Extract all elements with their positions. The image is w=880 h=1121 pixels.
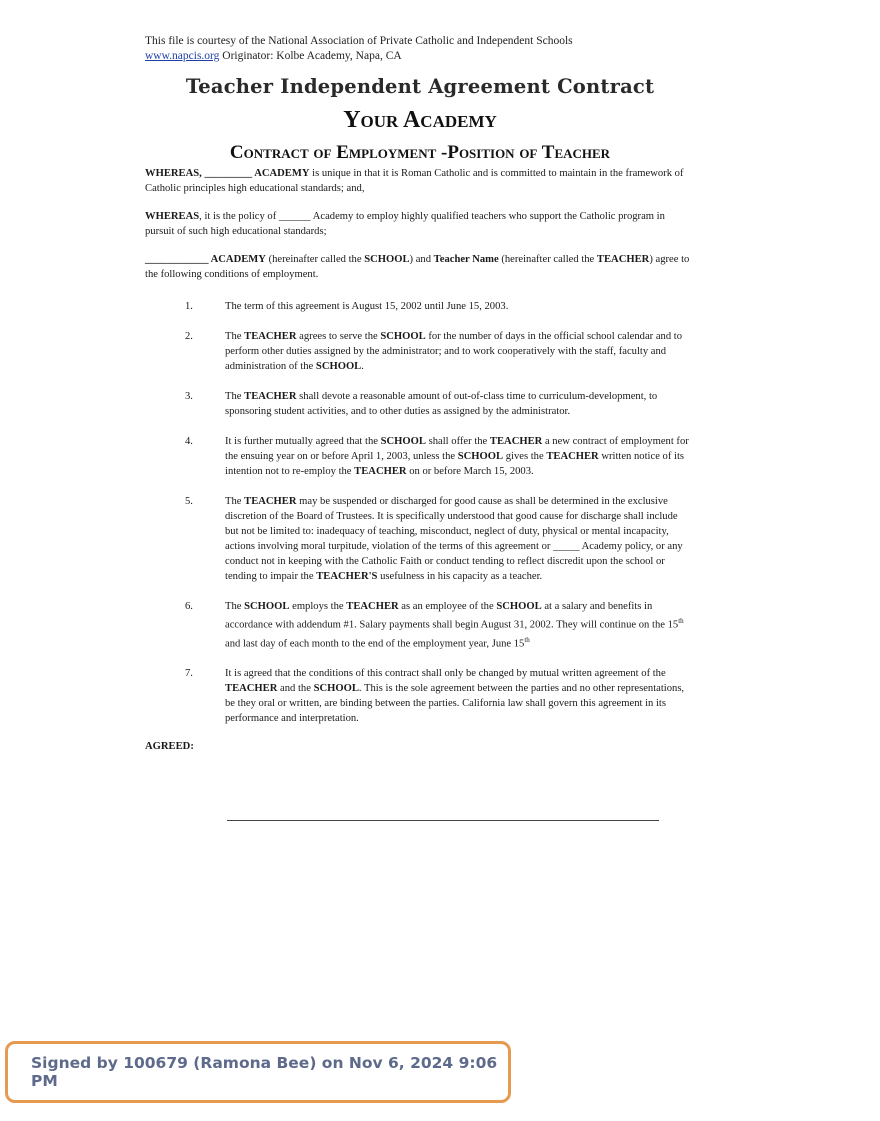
parties-text-d: ) and	[409, 254, 434, 265]
t: a new contract of employment for the ensuing year on or before April 1, 2003, unless the	[225, 436, 689, 462]
signature-line	[227, 820, 659, 821]
b: TEACHER	[244, 331, 297, 342]
contract-title: Contract of Employment -Position of Teacher	[229, 142, 611, 163]
t: at a salary and benefits in accordance with addendum #1. Salary payments shall begin August 31, 2002. They will continue on the 15	[225, 601, 679, 631]
item-text	[225, 389, 695, 419]
b: TEACHER	[244, 391, 297, 402]
list-item	[145, 329, 695, 374]
document-title: Teacher Independent Agreement Contract	[185, 75, 655, 98]
t: The	[225, 331, 245, 342]
t: .	[361, 361, 364, 372]
item-number: 1.	[185, 301, 193, 312]
item-number: 6.	[185, 601, 193, 612]
b: TEACHER	[346, 601, 399, 612]
b: SCHOOL	[457, 451, 504, 462]
t: may be suspended or discharged for good cause as shall be determined in the exclusive discretion of the Board of Trustees. It is specifically understood that good cause for discharge shall include but not be limited to: inadequacy of teaching, misconduct, neglect of duty, physical or mental incapacity, actions involving moral turpitude, violation of the terms of this agreement or _____ Academy policy, or any conduct not in keeping with the Catholic Faith or conduct tending to reflect discredit upon the school or tending to impair the	[225, 496, 683, 582]
b: TEACHER	[354, 466, 407, 477]
parties-paragraph	[145, 252, 695, 282]
t: shall devote a reasonable amount of out-of-class time to curriculum-development, to sponsoring student activities, and to other duties as assigned by the administrator.	[225, 391, 658, 417]
academy-title: Your Academy	[343, 107, 497, 133]
list-item	[145, 299, 695, 314]
t: as an employee of the	[398, 601, 497, 612]
t: The	[225, 391, 245, 402]
item-text	[225, 434, 695, 479]
item-text	[225, 329, 695, 374]
t: shall offer the	[425, 436, 490, 447]
b: TEACHER	[225, 683, 278, 695]
list-item	[145, 434, 695, 479]
parties-academy: ____________ ACADEMY	[145, 254, 266, 265]
b: TEACHER	[489, 436, 543, 447]
b: SCHOOL	[244, 601, 290, 612]
item-number: 2.	[185, 331, 193, 342]
t: It is further mutually agreed that the	[225, 436, 381, 447]
parties-text-b: (hereinafter called the	[265, 254, 365, 265]
signature-badge-text: Signed by 100679 (Ramona Bee) on Nov 6, 2024 9:06 PM	[31, 1054, 498, 1090]
t: agrees to serve the	[296, 331, 381, 342]
parties-text-f: (hereinafter called the	[498, 254, 597, 265]
t: gives the	[503, 451, 547, 462]
sup: th	[524, 635, 530, 644]
courtesy-header	[145, 34, 695, 64]
napcis-link[interactable]: www.napcis.org	[145, 50, 220, 62]
t: on or before March 15, 2003.	[406, 466, 534, 477]
item-text	[225, 666, 695, 726]
whereas-2-text: , it is the policy of ______ Academy to employ highly qualified teachers who support the Catholic program in pursuit of such high educational standards;	[145, 211, 665, 237]
item-number: 5.	[185, 496, 193, 507]
list-item	[145, 389, 695, 419]
parties-text-h: ) agree to the following conditions of employment.	[145, 254, 690, 280]
item-1-text: The term of this agreement is August 15, 2002 until June 15, 2003.	[225, 301, 509, 312]
t: and the	[277, 683, 314, 695]
b: TEACHER	[546, 451, 599, 462]
item-number: 4.	[185, 436, 193, 447]
item-text	[225, 299, 695, 314]
whereas-1-text: is unique in that it is Roman Catholic and is committed to maintain in the framework of Catholic principles high educational standards; and,	[145, 168, 684, 194]
parties-teacher: TEACHER	[596, 254, 650, 265]
agreed-label: AGREED:	[145, 741, 194, 753]
whereas-academy-bold: WHEREAS, _________ ACADEMY	[145, 168, 310, 179]
t: The	[225, 496, 245, 507]
parties-school: SCHOOL	[364, 254, 410, 265]
whereas-paragraph-2	[145, 209, 695, 239]
item-text	[225, 494, 695, 584]
terms-list	[145, 299, 695, 726]
list-item	[145, 494, 695, 584]
t: The	[225, 601, 245, 612]
document-page	[145, 34, 695, 752]
list-item	[145, 599, 695, 651]
b: SCHOOL	[315, 361, 362, 372]
t: written notice of its intention not to re-employ the	[225, 451, 685, 477]
courtesy-line: This file is courtesy of the National Association of Private Catholic and Independent Schools	[145, 35, 573, 47]
t: It is agreed that the conditions of this contract shall only be changed by mutual written agreement of the	[225, 668, 666, 680]
signature-badge	[5, 1041, 511, 1103]
t: and last day of each month to the end of the employment year, June 15	[225, 638, 525, 650]
b: SCHOOL	[380, 331, 426, 342]
b: TEACHER	[244, 496, 297, 507]
whereas-bold: WHEREAS	[145, 211, 200, 222]
item-number: 3.	[185, 391, 193, 402]
t: usefulness in his capacity as a teacher.	[377, 571, 543, 582]
t: employs the	[289, 601, 347, 612]
sup: th	[678, 617, 684, 625]
t: . This is the sole agreement between the parties and no other representations, be they oral or written, are binding between the parties. California law shall govern this agreement in its performance and interpretation.	[225, 683, 685, 725]
whereas-paragraph-1	[145, 166, 695, 196]
t: for the number of days in the official school calendar and to perform other duties assigned by the administrator; and to work cooperatively with the staff, faculty and administration of the	[225, 331, 683, 372]
item-number: 7.	[185, 668, 193, 680]
b: SCHOOL	[496, 601, 542, 612]
b: TEACHER'S	[316, 571, 378, 582]
originator-text: Originator: Kolbe Academy, Napa, CA	[222, 50, 402, 62]
item-text	[225, 599, 695, 651]
b: SCHOOL	[380, 436, 426, 447]
list-item	[145, 666, 695, 726]
parties-teacher-name: Teacher Name	[433, 254, 499, 265]
b: SCHOOL	[313, 683, 359, 695]
